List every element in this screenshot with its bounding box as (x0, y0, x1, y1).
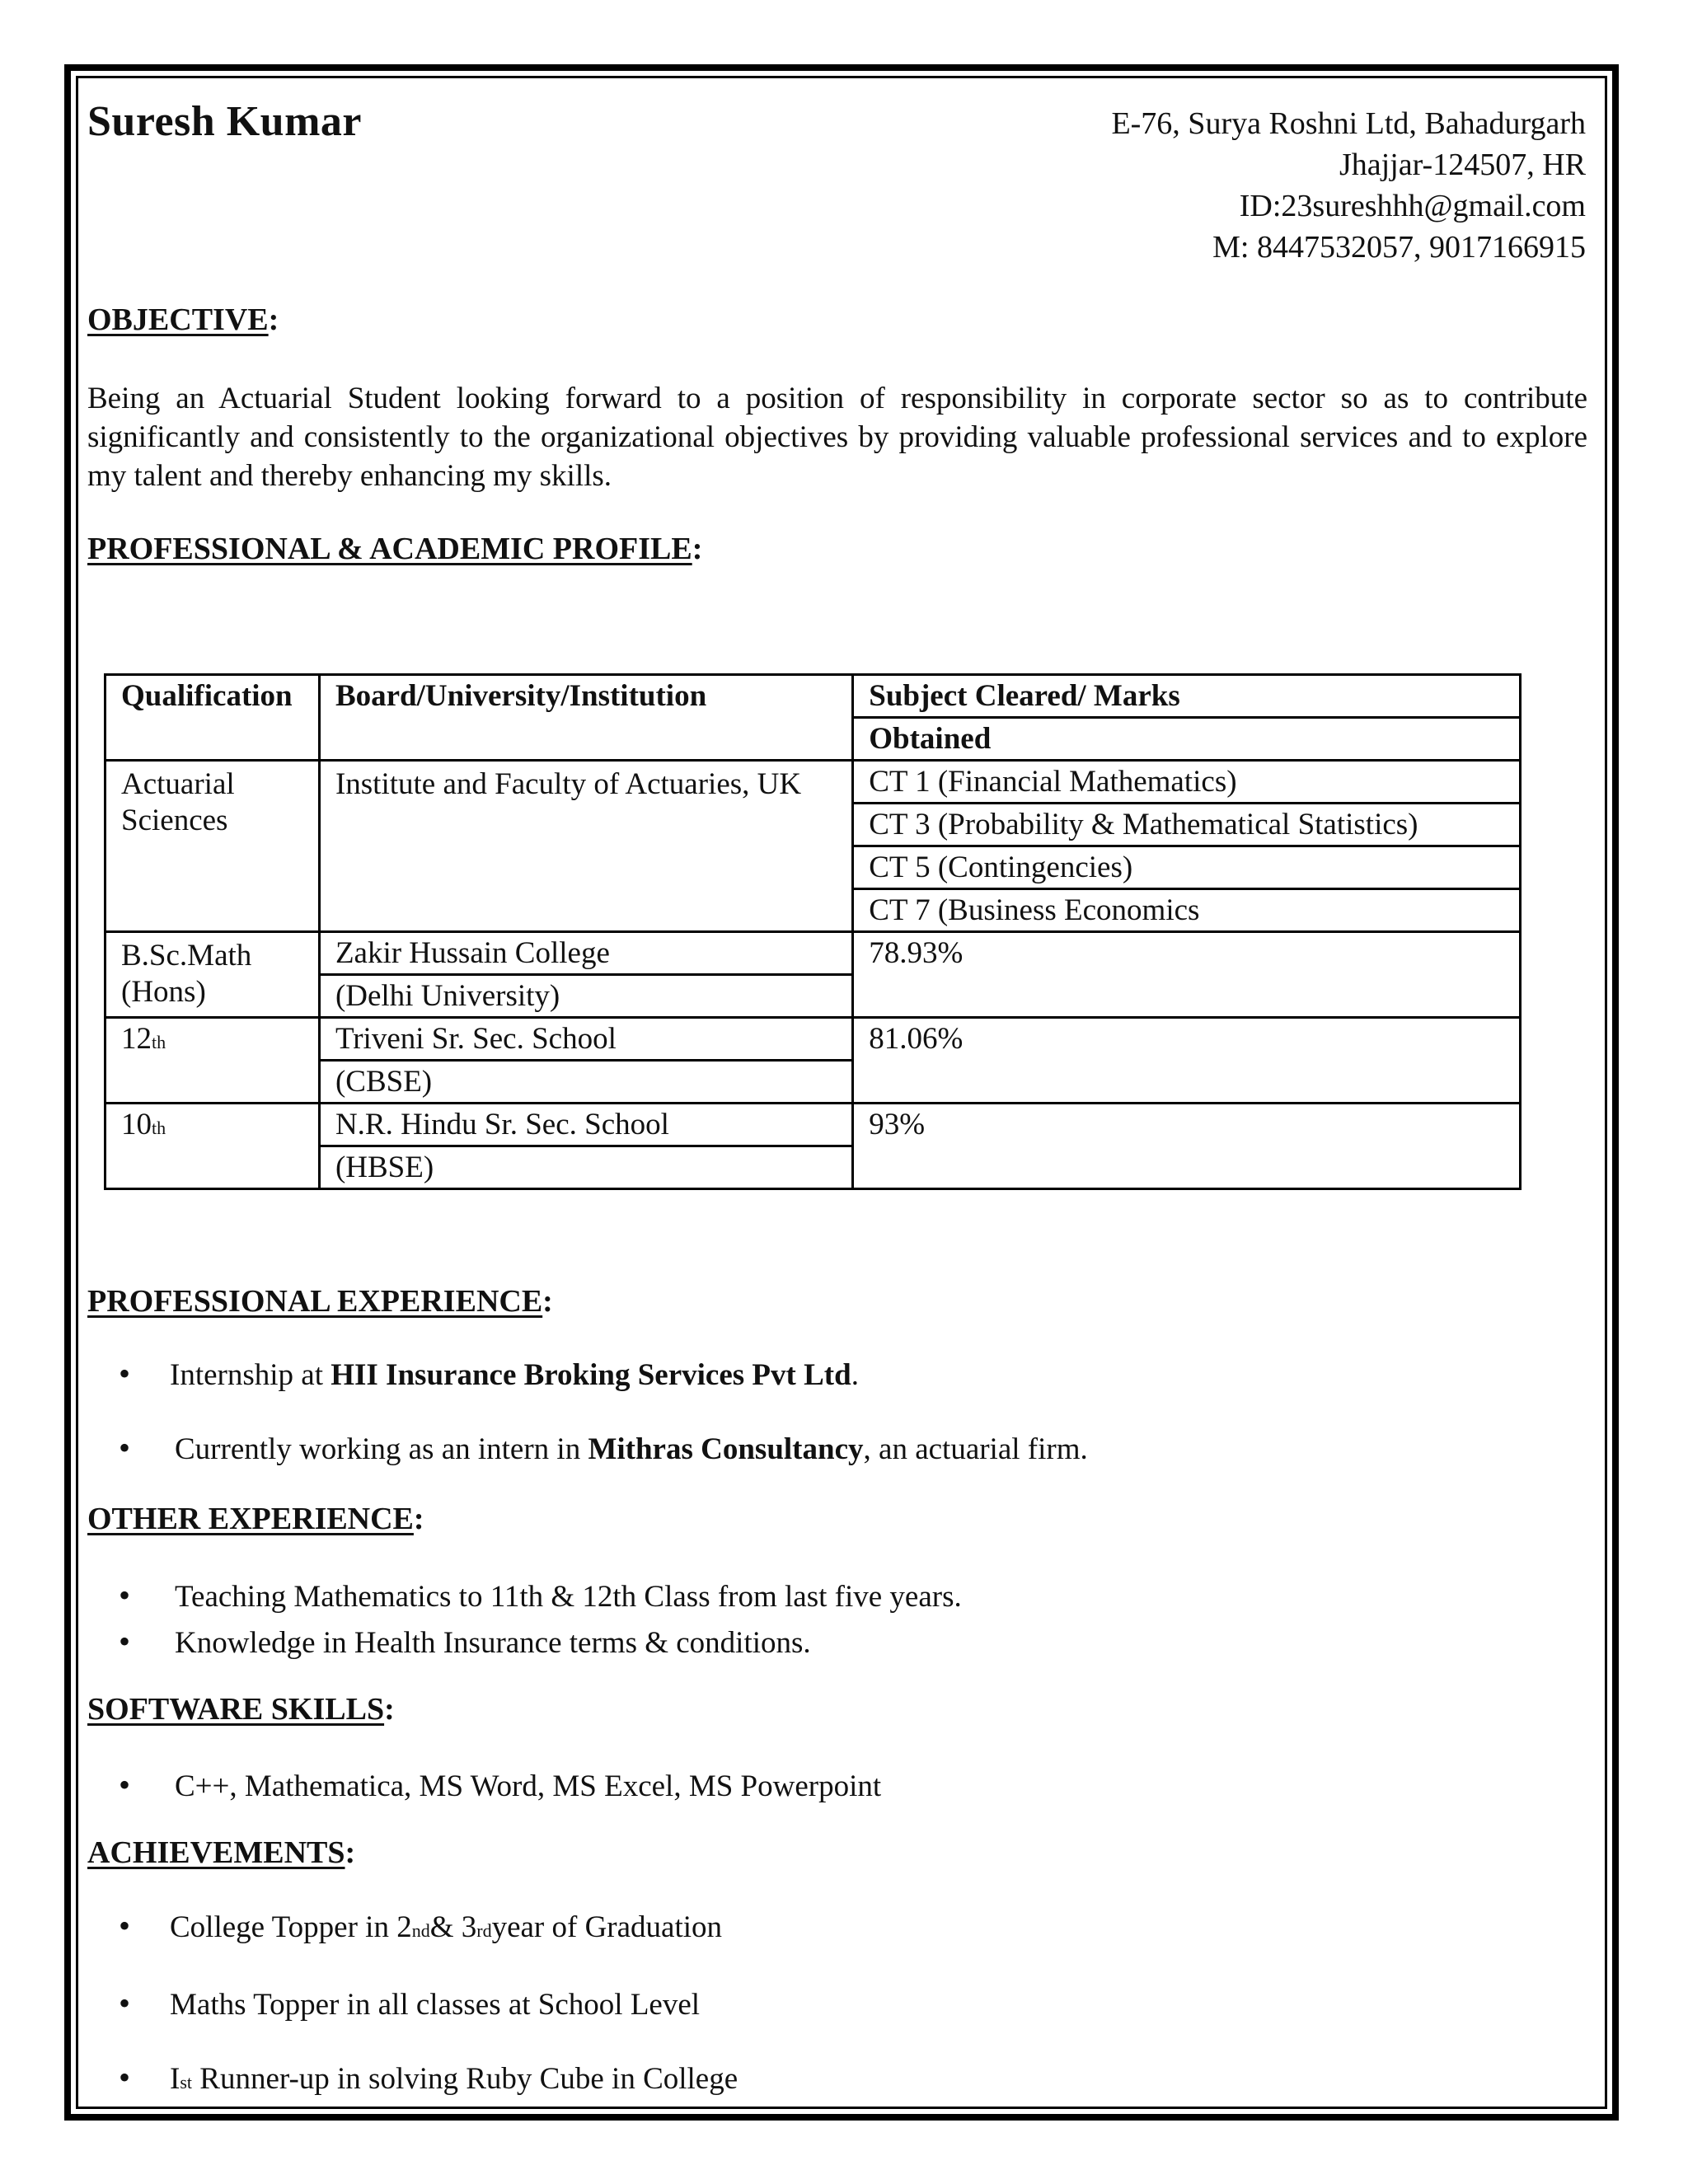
institution-cell: N.R. Hindu Sr. Sec. School (319, 1104, 852, 1146)
other-experience-list (87, 1574, 962, 1666)
board-cell: (Delhi University) (319, 975, 852, 1018)
table-row (106, 761, 1521, 804)
address-line-1: E-76, Surya Roshni Ltd, Bahadurgarh (1111, 106, 1586, 141)
software-skills-heading: SOFTWARE SKILLS: (87, 1692, 395, 1727)
institution-cell: Zakir Hussain College (319, 932, 852, 975)
profile-heading: PROFESSIONAL & ACADEMIC PROFILE: (87, 532, 703, 566)
achievements-list (87, 1908, 738, 2102)
subject-cell: CT 7 (Business Economics (853, 889, 1521, 932)
list-item: • Currently working as an intern in Mithras Consultancy, an actuarial firm. (87, 1430, 1088, 1469)
list-item: • Maths Topper in all classes at School Level (87, 1985, 738, 2024)
academic-profile-table (104, 673, 1522, 1190)
achievements-heading: ACHIEVEMENTS: (87, 1835, 356, 1870)
column-header-institution: Board/University/Institution (319, 675, 852, 761)
institution-cell: Triveni Sr. Sec. School (319, 1018, 852, 1061)
subject-cell: CT 1 (Financial Mathematics) (853, 761, 1521, 804)
table-row (106, 932, 1521, 975)
qualification-cell: 10th (106, 1104, 320, 1189)
objective-heading: OBJECTIVE: (87, 302, 279, 337)
objective-text: Being an Actuarial Student looking forward to a position of responsibility in corporate sector so as to contribute significantly and consistently to the organizational objectives by providing valuable professional services and to explore my talent and thereby enhancing my skills. (87, 382, 1587, 493)
table-row (106, 1104, 1521, 1146)
address-line-2: Jhajjar-124507, HR (1339, 148, 1586, 182)
phone: M: 8447532057, 9017166915 (1212, 230, 1586, 265)
professional-experience-list (87, 1356, 1088, 1469)
subject-cell: CT 5 (Contingencies) (853, 846, 1521, 889)
table-row (106, 1018, 1521, 1061)
list-item: • Ist Runner-up in solving Ruby Cube in College (87, 2060, 738, 2102)
marks-cell: 93% (853, 1104, 1521, 1189)
qualification-cell: 12th (106, 1018, 320, 1104)
board-cell: (CBSE) (319, 1061, 852, 1104)
candidate-name: Suresh Kumar (87, 98, 362, 145)
column-header-obtained: Obtained (853, 718, 1521, 761)
list-item: • Internship at HII Insurance Broking Services Pvt Ltd. (87, 1356, 1088, 1394)
list-item: • Teaching Mathematics to 11th & 12th Class from last five years. (87, 1574, 962, 1620)
list-item: • Knowledge in Health Insurance terms & conditions. (87, 1620, 962, 1666)
email: ID:23sureshhh@gmail.com (1239, 189, 1586, 223)
institution-cell: Institute and Faculty of Actuaries, UK (319, 761, 852, 932)
marks-cell: 78.93% (853, 932, 1521, 1018)
other-experience-heading: OTHER EXPERIENCE: (87, 1502, 424, 1536)
board-cell: (HBSE) (319, 1146, 852, 1189)
column-header-subject: Subject Cleared/ Marks (853, 675, 1521, 718)
software-skills-list (87, 1764, 881, 1810)
qualification-cell: Actuarial Sciences (106, 761, 320, 932)
column-header-qualification: Qualification (106, 675, 320, 761)
professional-experience-heading: PROFESSIONAL EXPERIENCE: (87, 1284, 553, 1319)
subject-cell: CT 3 (Probability & Mathematical Statistics) (853, 804, 1521, 846)
list-item: • College Topper in 2nd& 3rdyear of Graduation (87, 1908, 738, 1950)
marks-cell: 81.06% (853, 1018, 1521, 1104)
list-item: • C++, Mathematica, MS Word, MS Excel, MS Powerpoint (87, 1764, 881, 1810)
qualification-cell: B.Sc.Math (Hons) (106, 932, 320, 1018)
